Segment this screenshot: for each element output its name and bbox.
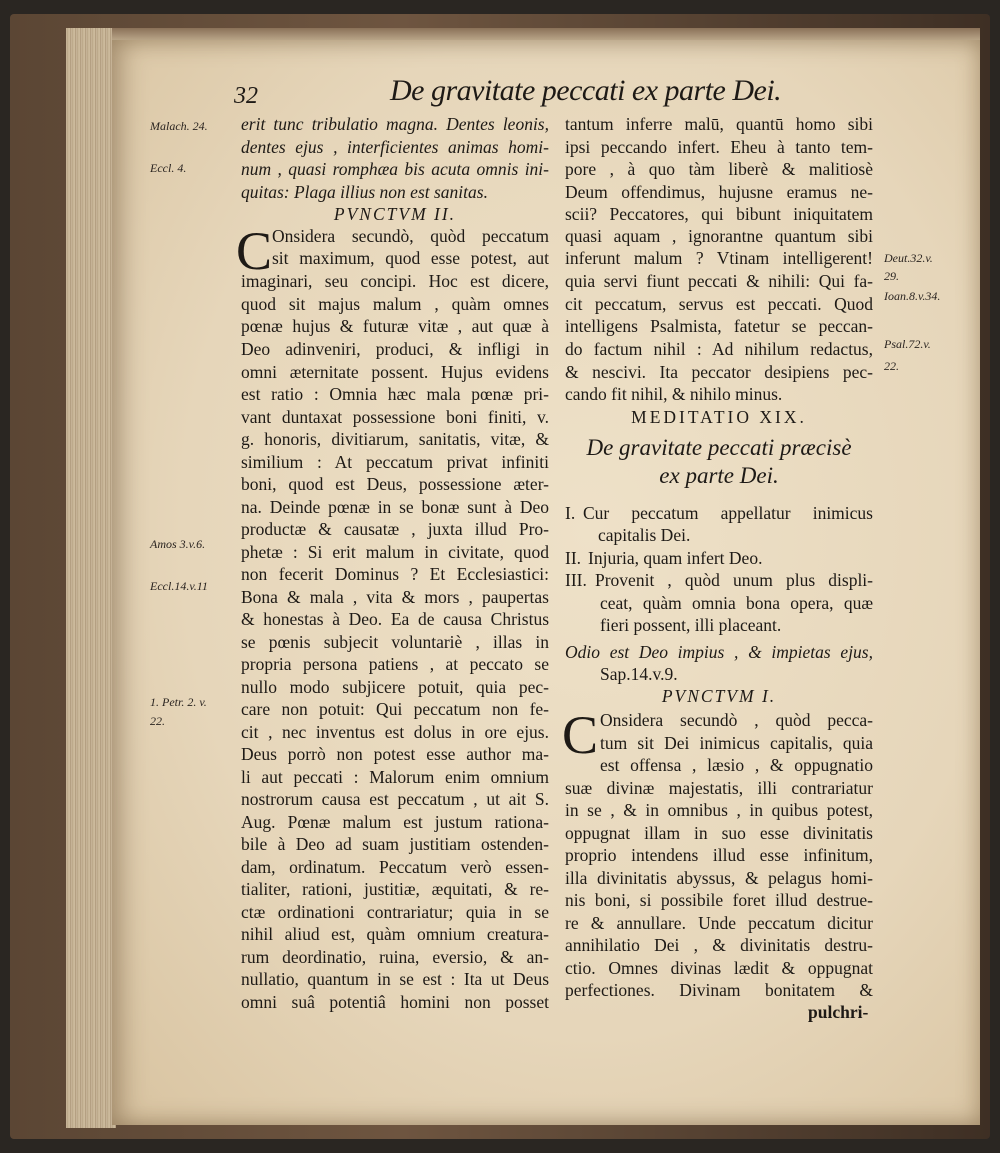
margin-note: Eccl.14.v.11 <box>150 579 208 593</box>
outline-line: ceat, quàm omnia bona opera, quæ <box>600 593 873 613</box>
body-line: na. Deinde pœnæ in se bonæ sunt à Deo <box>241 497 549 517</box>
body-line: productæ & causatæ , juxta illud Pro- <box>241 519 549 539</box>
body-line: non fecerit Dominus ? Et Ecclesiastici: <box>241 564 549 584</box>
meditatio-heading: MEDITATIO XIX. <box>631 407 807 427</box>
page-edges <box>66 28 116 1128</box>
body-line: inferunt malum ? Vtinam intelligerent! <box>565 248 873 268</box>
body-line: care non potuit: Qui peccatum non fe- <box>241 699 549 719</box>
body-line: re & annullare. Unde peccatum dicitur <box>565 913 873 933</box>
epigraph-line: Odio est Deo impius , & impietas ejus, <box>565 642 873 662</box>
body-line: rum deordinatio, ruina, eversio, & an- <box>241 947 549 967</box>
body-line: pore , à quo tàm liberè & malitiosè <box>565 159 873 179</box>
body-line: in se , & in omnibus , in quibus potest, <box>565 800 873 820</box>
body-line: Bona & mala , vita & mors , paupertas <box>241 587 549 607</box>
body-line: quia servi fiunt peccati & nihili: Qui fa- <box>565 271 873 291</box>
body-line: Deum offendimus, hujusne eramus ne- <box>565 182 873 202</box>
body-line: intelligens Psalmista, fatetur se peccan- <box>565 316 873 336</box>
body-line: nullatio, quantum in se est : Ita ut Deus <box>241 969 549 989</box>
intro-line: dentes ejus , interficientes animas homi- <box>241 137 549 157</box>
body-line: tum sit Dei inimicus capitalis, quia <box>600 733 873 753</box>
catchword: pulchri- <box>808 1002 869 1022</box>
body-line: Aug. Pœnæ malum est justum rationa- <box>241 812 549 832</box>
body-line: tantum inferre malū, quantū homo sibi <box>565 114 873 134</box>
body-line: similium : At peccatum privat infiniti <box>241 452 549 472</box>
body-line: cit , nec inventus est dolus in ore ejus. <box>241 722 549 742</box>
body-line: Onsidera secundò, quòd peccatum <box>272 226 549 246</box>
body-line: Deo adinveniri, produci, & infligi in <box>241 339 549 359</box>
outline-line: Injuria, quam infert Deo. <box>588 548 763 568</box>
outline-line: Provenit , quòd unum plus displi- <box>595 570 873 590</box>
body-line: do factum nihil : Ad nihilum redactus, <box>565 339 873 359</box>
margin-note: Deut.32.v. <box>884 251 933 265</box>
outline-line: Cur peccatum appellatur inimicus <box>583 503 873 523</box>
margin-note: Ioan.8.v.34. <box>884 289 941 303</box>
margin-note: Psal.72.v. <box>884 337 931 351</box>
body-line: cando fit nihil, & nihilo minus. <box>565 384 783 404</box>
body-line: Deus porrò non potest esse author ma- <box>241 744 549 764</box>
body-line: est offensa , læsio , & oppugnatio <box>600 755 873 775</box>
outline-line: fieri possent, illi placeant. <box>600 615 782 635</box>
body-line: nihil aliud est, quàm omnium creatura- <box>241 924 549 944</box>
body-line: nostrorum causa est peccatum , ut ait S. <box>241 789 549 809</box>
outline-label: I. <box>565 503 576 523</box>
body-line: vant duntaxat possessione boni finiti, v. <box>241 407 549 427</box>
body-line: & nescivi. Ita peccator desipiens pec- <box>565 362 873 382</box>
body-line: scii? Peccatores, qui bibunt iniquitatem <box>565 204 873 224</box>
outline-line: capitalis Dei. <box>598 525 691 545</box>
body-line: illa divinitatis abyssus, & pelagus homi- <box>565 868 873 888</box>
margin-note: Eccl. 4. <box>150 161 187 175</box>
outline-label: III. <box>565 570 587 590</box>
body-line: proprio intendens illud esse infinitum, <box>565 845 873 865</box>
body-line: g. honoris, divitiarum, sanitatis, vitæ, & <box>241 429 549 449</box>
body-line: omni suâ potentiâ homini non posset <box>241 992 549 1012</box>
margin-note: 22. <box>150 714 165 728</box>
body-line: quod sit majus malum , quàm omnes <box>241 294 549 314</box>
body-line: omni æternitate possent. Hujus evidens <box>241 362 549 382</box>
running-title: De gravitate peccati ex parte Dei. <box>390 74 782 107</box>
body-line: annihilatio Dei , & divinitatis destru- <box>565 935 873 955</box>
margin-note: Amos 3.v.6. <box>150 537 206 551</box>
body-line: bile à Deo ad suam justitiam ostenden- <box>241 834 549 854</box>
body-line: phetæ : Si erit malum in civitate, quod <box>241 542 549 562</box>
body-line: se pœnis subjecit voluntariè , illas in <box>241 632 549 652</box>
meditatio-title: ex parte Dei. <box>659 463 779 488</box>
body-line: ipsi peccando infert. Eheu à tanto tem- <box>565 137 873 157</box>
margin-note: 1. Petr. 2. v. <box>150 695 207 709</box>
epigraph-citation: Sap.14.v.9. <box>600 664 678 684</box>
drop-cap: C <box>562 705 599 765</box>
drop-cap: C <box>236 221 273 281</box>
outline-label: II. <box>565 548 582 568</box>
body-line: Onsidera secundò , quòd pecca- <box>600 710 873 730</box>
body-line: imaginari, seu concipi. Hoc est dicere, <box>241 271 549 291</box>
body-line: nis boni, si possibile foret illud destrue- <box>565 890 873 910</box>
body-line: & honestas à Deo. Ea de causa Christus <box>241 609 549 629</box>
punctum-heading: PVNCTVM II. <box>333 204 457 224</box>
body-line: nullo modo subjicere potuit, quia pec- <box>241 677 549 697</box>
body-line: dam, ordinatum. Peccatum verò essen- <box>241 857 549 877</box>
punctum-heading: PVNCTVM I. <box>661 686 777 706</box>
body-line: perfectiones. Divinam bonitatem & <box>565 980 873 1000</box>
body-line: ctio. Omnes divinas lædit & oppugnat <box>565 958 873 978</box>
body-line: cit peccatum, servus est peccati. Quod <box>565 294 873 314</box>
intro-line: quitas: Plaga illius non est sanitas. <box>241 182 488 202</box>
body-line: quasi aquam , ignorantne quantum sibi <box>565 226 873 246</box>
body-line: oppugnat illam in suo esse divinitatis <box>565 823 873 843</box>
body-line: propria persona patiens , at peccato se <box>241 654 549 674</box>
margin-note: 29. <box>884 269 899 283</box>
intro-line: erit tunc tribulatio magna. Dentes leonis, <box>241 114 549 134</box>
body-line: sit maximum, quod esse potest, aut <box>272 248 549 268</box>
body-line: ctæ ordinationi contrariatur; quia in se <box>241 902 549 922</box>
body-line: est ratio : Omnia hæc mala pœnæ pri- <box>241 384 549 404</box>
body-line: tialiter, rationi, justitiæ, æquitati, & re- <box>241 879 549 899</box>
body-line: suæ divinæ majestatis, illi contrariatur <box>565 778 873 798</box>
body-line: boni, quod est Deus, possessione æter- <box>241 474 549 494</box>
intro-line: num , quasi romphæa bis acuta omnis ini- <box>241 159 549 179</box>
margin-note: Malach. 24. <box>150 119 208 133</box>
page-number: 32 <box>234 83 258 109</box>
body-line: pœnæ hujus & futuræ vitæ , aut quæ à <box>241 316 549 336</box>
meditatio-title: De gravitate peccati præcisè <box>586 435 852 460</box>
body-line: li aut peccati : Malorum enim omnium <box>241 767 549 787</box>
margin-note: 22. <box>884 359 899 373</box>
